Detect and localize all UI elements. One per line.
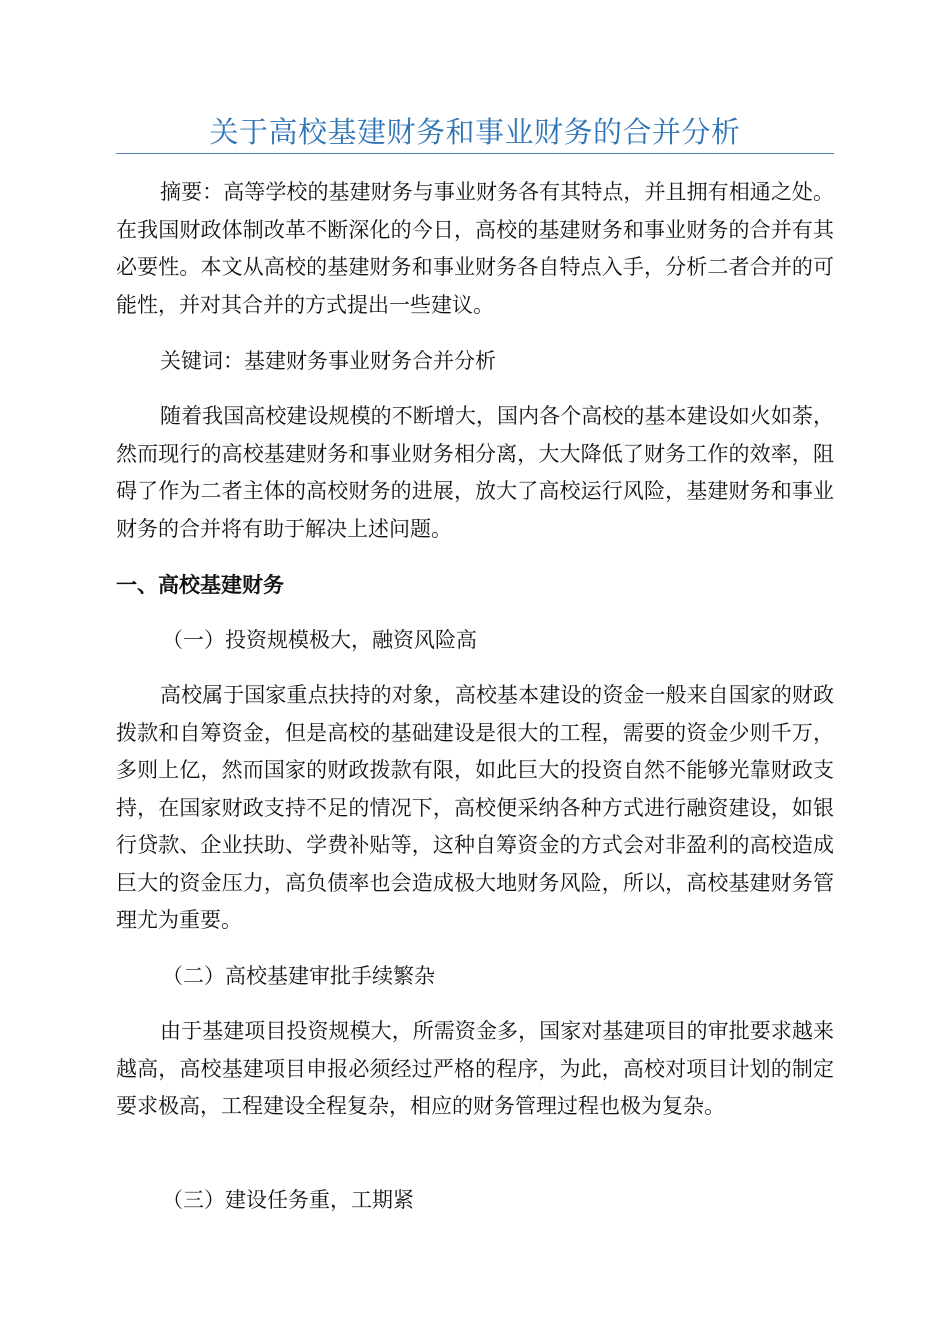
body-paragraph: 由于基建项目投资规模大，所需资金多，国家对基建项目的审批要求越来越高，高校基建项目申报必须经过严格的程序，为此，高校对项目计划的制定要求极高，工程建设全程复杂，相应的财务管理过程也极为复杂。 [116,1019,834,1118]
abstract-paragraph: 摘要：高等学校的基建财务与事业财务各有其特点，并且拥有相通之处。在我国财政体制改革不断深化的今日，高校的基建财务和事业财务的合并有其必要性。本文从高校的基建财务和事业财务各自特点入手，分析二者合并的可能性，并对其合并的方式提出一些建议。 [116,180,834,317]
section-heading: 一、高校基建财务 [116,573,284,597]
intro-paragraph: 随着我国高校建设规模的不断增大，国内各个高校的基本建设如火如荼，然而现行的高校基建财务和事业财务相分离，大大降低了财务工作的效率，阻碍了作为二者主体的高校财务的进展，放大了高校运行风险，基建财务和事业财务的合并将有助于解决上述问题。 [116,404,834,541]
subsection-heading: （三）建设任务重，工期紧 [162,1188,414,1212]
body-paragraph: 高校属于国家重点扶持的对象，高校基本建设的资金一般来自国家的财政拨款和自筹资金，但是高校的基础建设是很大的工程，需要的资金少则千万，多则上亿，然而国家的财政拨款有限，如此巨大的投资自然不能够光靠财政支持，在国家财政支持不足的情况下，高校便采纳各种方式进行融资建设，如银行贷款、企业扶助、学费补贴等，这种自筹资金的方式会对非盈利的高校造成巨大的资金压力，高负债率也会造成极大地财务风险，所以，高校基建财务管理尤为重要。 [116,683,834,932]
title-underline [116,153,834,154]
document-title: 关于高校基建财务和事业财务的合并分析 [209,115,741,149]
keywords-paragraph: 关键词：基建财务事业财务合并分析 [160,349,496,373]
subsection-heading: （二）高校基建审批手续繁杂 [162,964,435,988]
subsection-heading: （一）投资规模极大，融资风险高 [162,628,477,652]
